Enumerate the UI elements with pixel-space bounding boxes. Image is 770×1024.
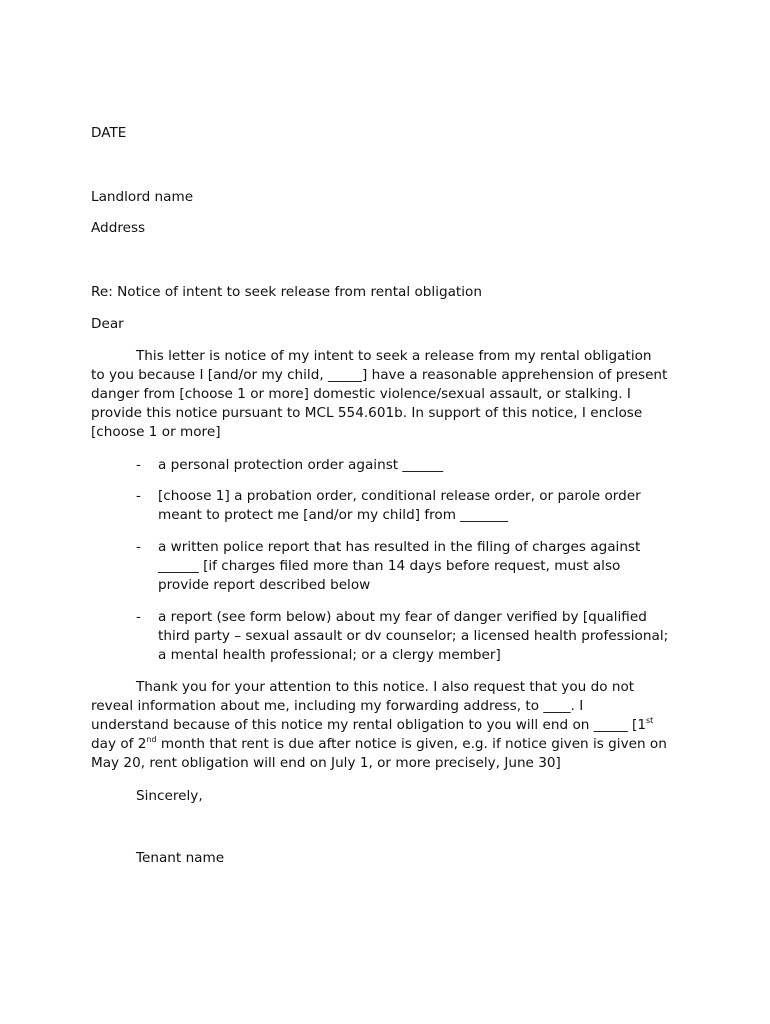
- intro-line: [choose 1 or more]: [91, 424, 221, 440]
- bullet-line: meant to protect me [and/or my child] from _______: [158, 507, 508, 523]
- bullet-line: provide report described below: [158, 577, 371, 593]
- landlord-name: Landlord name: [91, 189, 194, 205]
- bullet-dash: -: [136, 609, 141, 625]
- sign-off: Sincerely,: [136, 788, 203, 804]
- bullet-line: a mental health professional; or a clergy member]: [158, 647, 501, 663]
- ordinal-suffix: nd: [146, 735, 157, 744]
- bullet-line: a report (see form below) about my fear of danger verified by [qualified: [158, 609, 647, 625]
- closing-line: day of 2nd month that rent is due after notice is given, e.g. if notice given is given on: [91, 735, 667, 752]
- intro-line: to you because I [and/or my child, _____] have a reasonable apprehension of present: [91, 367, 668, 383]
- bullet-line: ______ [if charges filed more than 14 days before request, must also: [158, 558, 621, 574]
- bullet-dash: -: [136, 539, 141, 555]
- closing-line: reveal information about me, including my forwarding address, to ____. I: [91, 698, 584, 714]
- tenant-name: Tenant name: [136, 850, 225, 866]
- subject-line: Re: Notice of intent to seek release from rental obligation: [91, 284, 482, 300]
- salutation: Dear: [91, 316, 124, 332]
- closing-paragraph: [91, 678, 691, 773]
- intro-line: danger from [choose 1 or more] domestic violence/sexual assault, or stalking. I: [91, 386, 631, 402]
- bullet-line: a personal protection order against ______: [158, 457, 444, 473]
- intro-paragraph: [91, 347, 691, 442]
- landlord-address: Address: [91, 220, 146, 236]
- bullet-dash: -: [136, 457, 141, 473]
- closing-line: May 20, rent obligation will end on July 1, or more precisely, June 30]: [91, 755, 561, 771]
- bullet-line: third party – sexual assault or dv counselor; a licensed health professional;: [158, 628, 669, 644]
- intro-line: provide this notice pursuant to MCL 554.601b. In support of this notice, I enclose: [91, 405, 643, 421]
- bullet-line: [choose 1] a probation order, conditional release order, or parole order: [158, 488, 641, 504]
- closing-line: understand because of this notice my rental obligation to you will end on _____ [1st: [91, 716, 654, 733]
- intro-line: This letter is notice of my intent to seek a release from my rental obligation: [136, 348, 652, 364]
- bullet-dash: -: [136, 488, 141, 504]
- ordinal-suffix: st: [645, 716, 654, 725]
- closing-line: Thank you for your attention to this notice. I also request that you do not: [136, 679, 635, 695]
- date-label: DATE: [91, 125, 127, 141]
- bullet-line: a written police report that has resulted in the filing of charges against: [158, 539, 641, 555]
